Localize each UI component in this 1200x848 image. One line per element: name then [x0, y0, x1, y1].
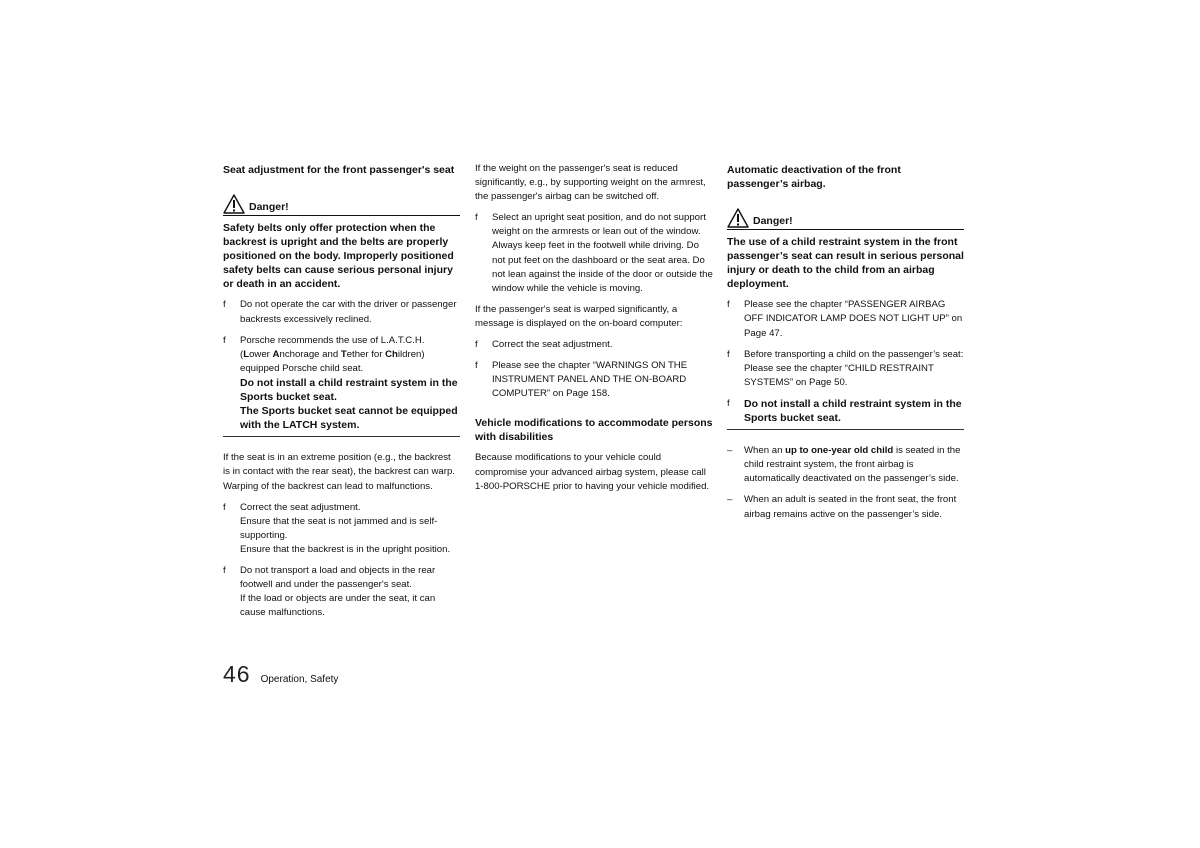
list-item-text: When an adult is seated in the front seat, the front airbag remains active on the passenger’s side.	[744, 494, 957, 520]
paragraph: If the passenger's seat is warped significantly, a message is displayed on the on-board computer:	[475, 303, 683, 329]
list-item-text: Ensure that the backrest is in the upright position.	[240, 543, 451, 555]
list-item-text: Please see the chapter “CHILD RESTRAINT SYSTEMS” on Page 50.	[744, 362, 934, 388]
list-item	[727, 397, 964, 425]
bullet-marker: f	[475, 360, 478, 372]
bullet-marker: f	[223, 334, 226, 346]
list-item	[223, 501, 460, 557]
list-item-text: Ensure that the seat is not jammed and is self-supporting.	[240, 515, 438, 541]
safety-warning-text: Safety belts only offer protection when the backrest is upright and the belts are properly positioned on the body. Improperly positioned safety belts can cause serious personal injury or death in an accident.	[223, 222, 454, 291]
list-item-text: Correct the seat adjustment.	[492, 339, 613, 351]
bullet-marker: f	[727, 397, 730, 409]
list-item	[475, 359, 713, 401]
list-item	[727, 348, 964, 390]
list-item	[727, 493, 964, 521]
dash-marker: –	[727, 445, 733, 457]
page-number: 46	[223, 661, 251, 687]
list-item-text: Correct the seat adjustment.	[240, 501, 361, 513]
dash-marker: –	[727, 494, 733, 506]
list-item-text: If the load or objects are under the seat, it can cause malfunctions.	[240, 593, 436, 619]
bullet-marker: f	[727, 348, 730, 360]
divider	[727, 429, 964, 430]
paragraph: Because modifications to your vehicle could compromise your advanced airbag system, please call 1-800-PORSCHE prior to having your vehicle modified.	[475, 452, 710, 492]
safety-warning-text: The use of a child restraint system in the front passenger’s seat can result in serious personal injury or death to the child from an airbag deployment.	[727, 236, 964, 291]
list-item-text: When an up to one-year old child is seated in the child restraint system, the front airbag is automatically deactivated on the passenger’s side.	[744, 445, 961, 485]
section-name: Operation, Safety	[260, 674, 339, 685]
bullet-marker: f	[223, 501, 226, 513]
divider	[223, 436, 460, 437]
section-heading-seat-adjustment: Seat adjustment for the front passenger's seat	[223, 164, 455, 176]
section-heading-vehicle-modifications: Vehicle modifications to accommodate persons with disabilities	[475, 417, 713, 444]
list-item	[475, 338, 713, 352]
paragraph: If the weight on the passenger's seat is reduced significantly, e.g., by supporting weight on the armrest, the passenger's airbag can be switched off.	[475, 163, 706, 203]
paragraph: If the seat is in an extreme position (e.g., the backrest is in contact with the rear seat), the backrest can warp. Warping of the backrest can lead to malfunctions.	[223, 452, 455, 492]
list-item	[223, 564, 460, 620]
warning-triangle-icon	[727, 208, 749, 228]
list-item-text: Before transporting a child on the passenger’s seat:	[744, 348, 964, 360]
danger-banner	[727, 206, 964, 230]
bullet-marker: f	[475, 212, 478, 224]
list-item-text: Porsche recommends the use of L.A.T.C.H.	[240, 334, 425, 346]
warning-triangle-icon	[223, 194, 245, 214]
bold-note: Do not install a child restraint system in the Sports bucket seat.	[240, 376, 458, 404]
page-footer	[223, 661, 338, 688]
list-item-text: Please see the chapter “WARNINGS ON THE INSTRUMENT PANEL AND THE ON-BOARD COMPUTER” on Page 158.	[492, 360, 688, 400]
list-item-text: Do not operate the car with the driver or passenger backrests excessively reclined.	[240, 299, 457, 325]
list-item	[727, 444, 964, 486]
column-3	[727, 162, 964, 522]
list-item	[475, 211, 713, 296]
bold-note: The Sports bucket seat cannot be equipped with the LATCH system.	[240, 405, 458, 432]
list-item	[223, 334, 460, 433]
column-2	[475, 162, 713, 494]
section-heading-airbag-deactivation: Automatic deactivation of the front passenger’s airbag.	[727, 164, 901, 190]
danger-label: Danger!	[753, 215, 793, 227]
list-item	[223, 298, 460, 326]
bold-note: Do not install a child restraint system in the Sports bucket seat.	[744, 397, 962, 425]
bullet-marker: f	[223, 299, 226, 311]
bullet-marker: f	[475, 339, 478, 351]
list-item-text: Always keep feet in the footwell while driving. Do not put feet on the dashboard or the seat area. Do not lean against the inside of the door or outside the window while the vehicle is moving.	[492, 240, 713, 294]
list-item-text: Select an upright seat position, and do not support weight on the armrests or lean out of the window.	[492, 212, 706, 238]
list-item-text: Do not transport a load and objects in the rear footwell and under the passenger's seat.	[240, 564, 436, 591]
list-item	[727, 298, 964, 340]
danger-label: Danger!	[249, 201, 289, 213]
bullet-marker: f	[223, 564, 226, 576]
column-1	[223, 162, 460, 620]
latch-expansion: (Lower Anchorage and Tether for Children)	[240, 348, 425, 360]
bullet-marker: f	[727, 299, 730, 311]
danger-banner	[223, 192, 460, 216]
list-item-text: equipped Porsche child seat.	[240, 362, 364, 374]
list-item-text: Please see the chapter “PASSENGER AIRBAG OFF INDICATOR LAMP DOES NOT LIGHT UP” on Page 47.	[744, 299, 963, 339]
